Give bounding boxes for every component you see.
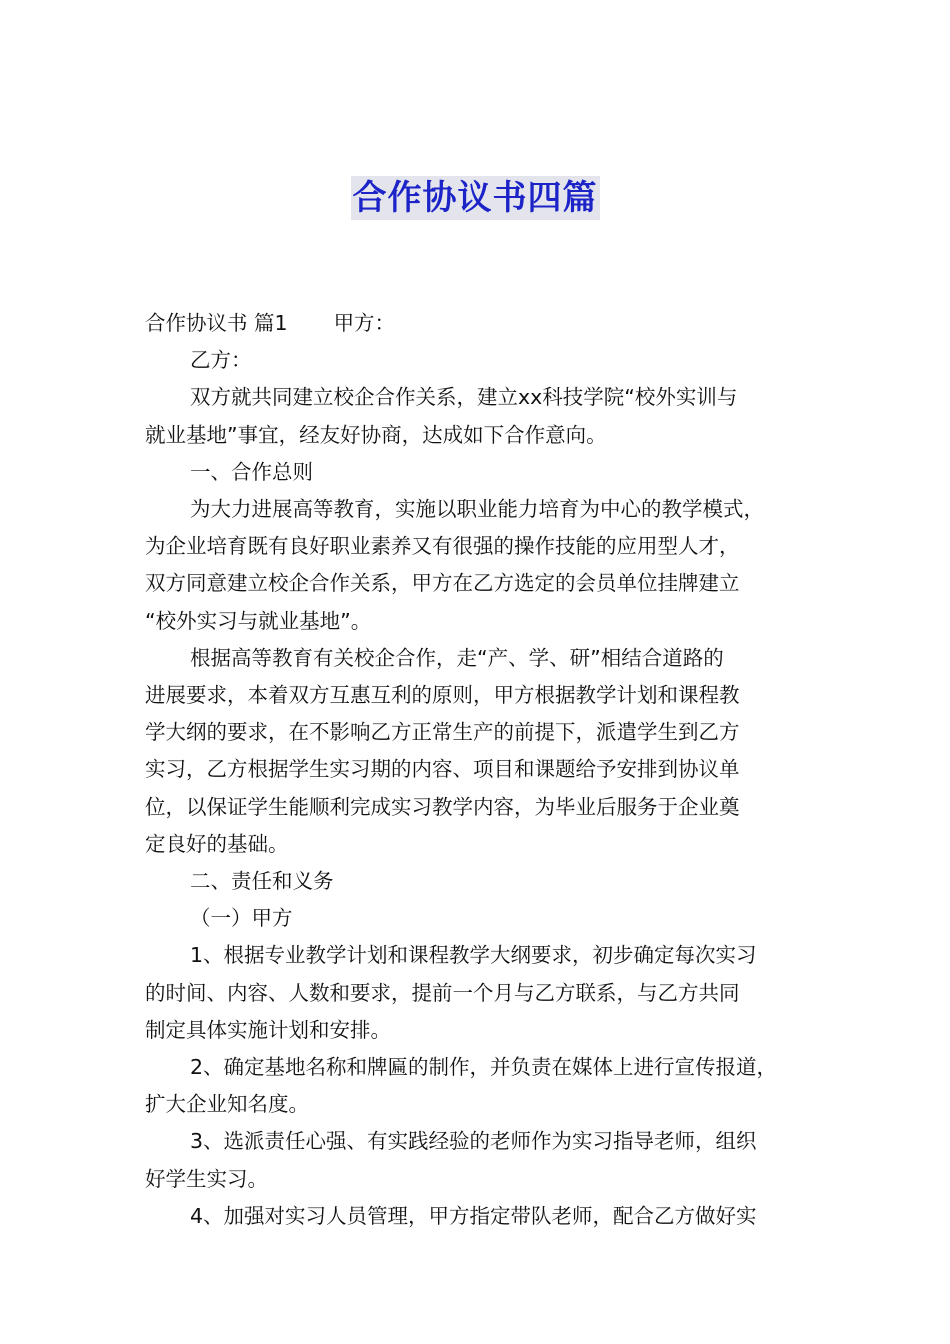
text-line: 扩大企业知名度。 xyxy=(145,1092,309,1117)
text-line: 为大力进展高等教育，实施以职业能力培育为中心的教学模式， xyxy=(190,497,764,522)
party-a-label: 甲方： xyxy=(333,311,396,335)
document-body xyxy=(145,305,810,1235)
text-line: 双方就共同建立校企合作关系，建立xx科技学院“校外实训与 xyxy=(190,385,738,410)
text-line: 双方同意建立校企合作关系，甲方在乙方选定的会员单位挂牌建立 xyxy=(145,571,740,596)
text-line: 制定具体实施计划和安排。 xyxy=(145,1017,391,1042)
text-line: 定良好的基础。 xyxy=(145,831,289,856)
text-line: 进展要求，本着双方互惠互利的原则，甲方根据教学计划和课程教 xyxy=(145,683,740,708)
text-line: 4、加强对实习人员管理，甲方指定带队老师，配合乙方做好实 xyxy=(190,1203,757,1228)
text-line: 二、责任和义务 xyxy=(190,869,334,894)
title-container xyxy=(0,176,950,220)
text-line: “校外实习与就业基地”。 xyxy=(145,608,372,633)
section-heading: 合作协议书 篇1 xyxy=(145,311,288,335)
text-line: 位，以保证学生能顺利完成实习教学内容，为毕业后服务于企业奠 xyxy=(145,794,740,819)
text-line: 实习，乙方根据学生实习期的内容、项目和课题给予安排到协议单 xyxy=(145,757,740,782)
text-line: 为企业培育既有良好职业素养又有很强的操作技能的应用型人才， xyxy=(145,534,740,559)
text-line: 学大纲的要求，在不影响乙方正常生产的前提下，派遣学生到乙方 xyxy=(145,720,740,745)
text-line: 乙方： xyxy=(190,348,252,373)
header-line xyxy=(145,305,810,342)
paragraph-lines xyxy=(145,342,810,1235)
text-line: 的时间、内容、人数和要求，提前一个月与乙方联系，与乙方共同 xyxy=(145,980,740,1005)
text-line: 一、合作总则 xyxy=(190,459,313,484)
text-line: 好学生实习。 xyxy=(145,1166,268,1191)
text-line: 1、根据专业教学计划和课程教学大纲要求，初步确定每次实习 xyxy=(190,943,757,968)
document-title: 合作协议书四篇 xyxy=(352,178,598,218)
text-line: 3、选派责任心强、有实践经验的老师作为实习指导老师，组织 xyxy=(190,1129,757,1154)
text-line: 就业基地”事宜，经友好协商，达成如下合作意向。 xyxy=(145,422,607,447)
text-line: （一）甲方 xyxy=(190,906,293,931)
text-line: 2、确定基地名称和牌匾的制作，并负责在媒体上进行宣传报道， xyxy=(190,1055,778,1080)
text-line: 根据高等教育有关校企合作，走“产、学、研”相结合道路的 xyxy=(190,645,724,670)
